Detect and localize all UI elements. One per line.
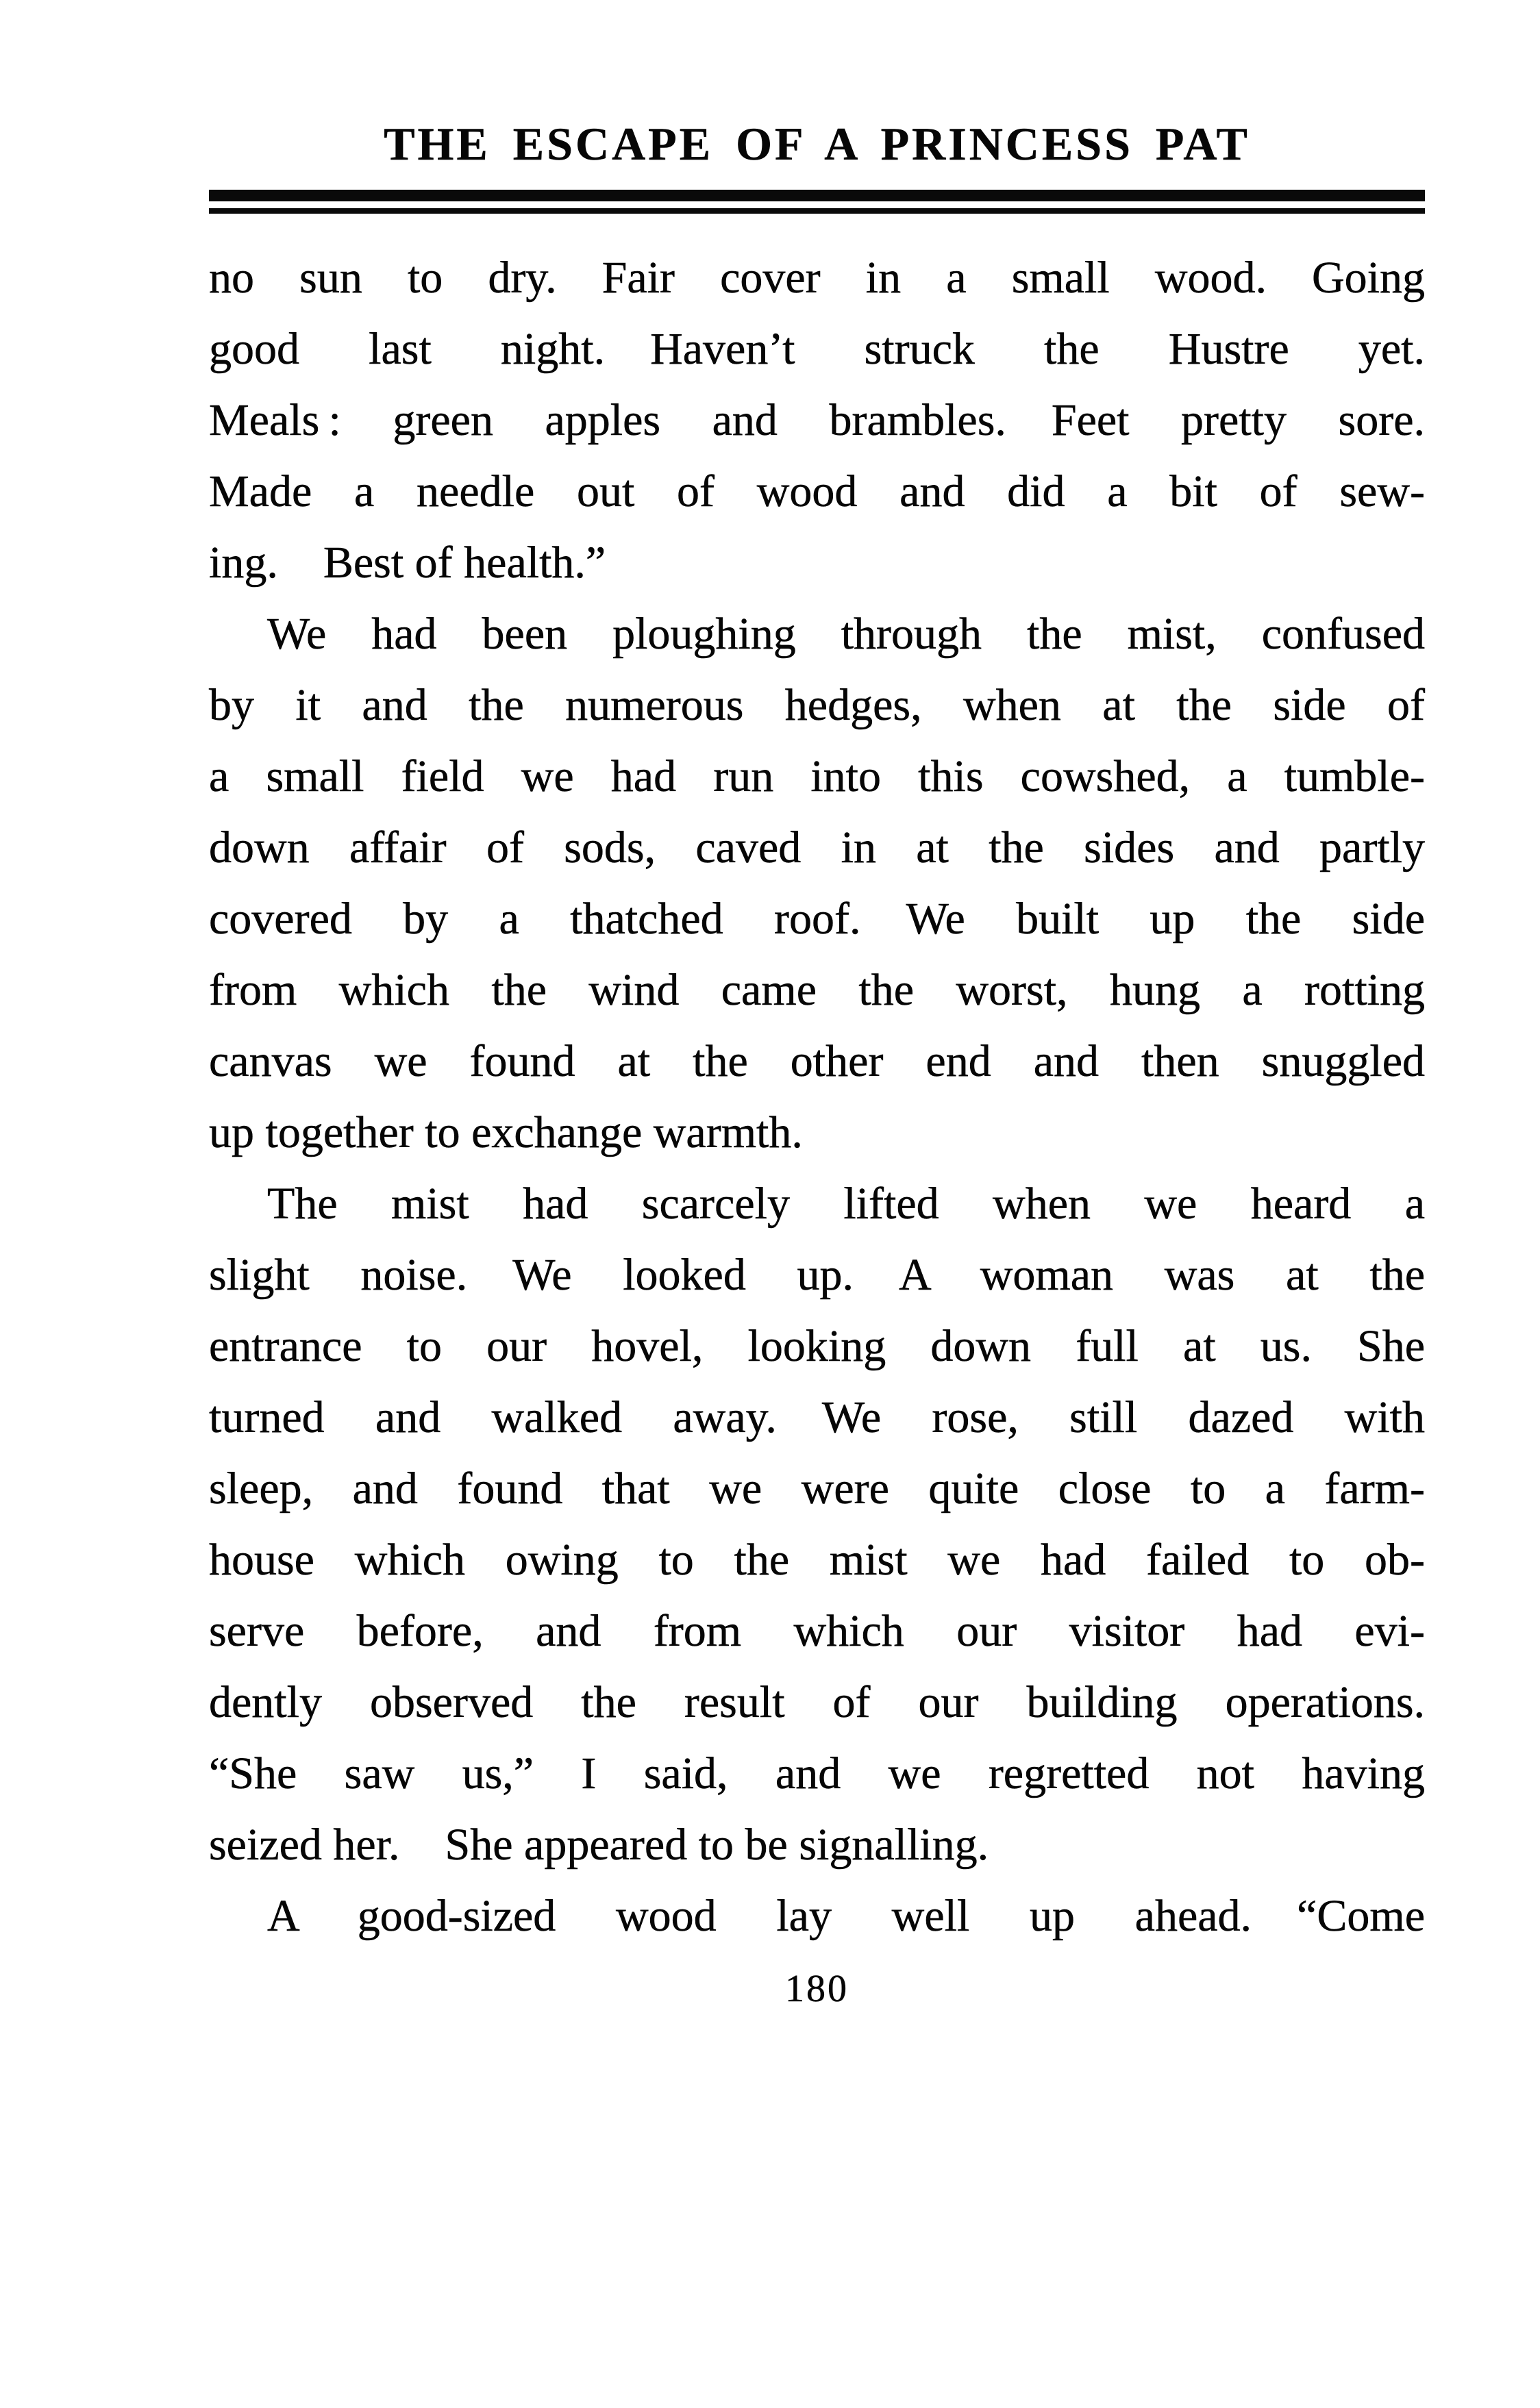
text-line: canvas we found at the other end and then snuggled: [209, 1036, 1425, 1086]
text-line: “She saw us,” I said, and we regretted not having: [209, 1748, 1425, 1798]
text-line: slight noise. We looked up. A woman was at the: [209, 1250, 1425, 1300]
text-line: sleep, and found that we were quite close to a farm-: [209, 1464, 1425, 1514]
text-line: up together to exchange warmth.: [209, 1107, 803, 1157]
page-number: 180: [785, 1968, 849, 2010]
text-line: A good-sized wood lay well up ahead. “Come: [267, 1891, 1425, 1941]
text-line: covered by a thatched roof. We built up the side: [209, 894, 1425, 944]
text-line: good last night. Haven’t struck the Hustre yet.: [209, 324, 1425, 374]
text-line: turned and walked away. We rose, still dazed with: [209, 1392, 1425, 1442]
body-text: [209, 242, 1425, 1952]
text-line: house which owing to the mist we had failed to ob-: [209, 1535, 1425, 1585]
text-line: Meals : green apples and brambles. Feet pretty sore.: [209, 395, 1425, 445]
text-line: ing. Best of health.”: [209, 538, 606, 588]
text-line: dently observed the result of our building operations.: [209, 1677, 1425, 1727]
page-title: THE ESCAPE OF A PRINCESS PAT: [384, 118, 1250, 170]
text-line: by it and the numerous hedges, when at the side of: [209, 680, 1425, 730]
text-line: Made a needle out of wood and did a bit of sew-: [209, 466, 1425, 516]
header-rule-thick: [209, 190, 1425, 201]
text-line: seized her. She appeared to be signalling.: [209, 1820, 989, 1870]
text-line: serve before, and from which our visitor had evi-: [209, 1606, 1425, 1656]
text-line: The mist had scarcely lifted when we heard a: [267, 1179, 1425, 1229]
text-line: no sun to dry. Fair cover in a small wood. Going: [209, 253, 1425, 303]
header-rule-thin: [209, 208, 1425, 214]
text-line: from which the wind came the worst, hung a rotting: [209, 965, 1425, 1015]
text-line: a small field we had run into this cowshed, a tumble-: [209, 751, 1425, 801]
text-line: We had been ploughing through the mist, confused: [267, 609, 1425, 659]
text-line: entrance to our hovel, looking down full at us. She: [209, 1321, 1425, 1371]
text-line: down affair of sods, caved in at the sides and partly: [209, 823, 1425, 873]
